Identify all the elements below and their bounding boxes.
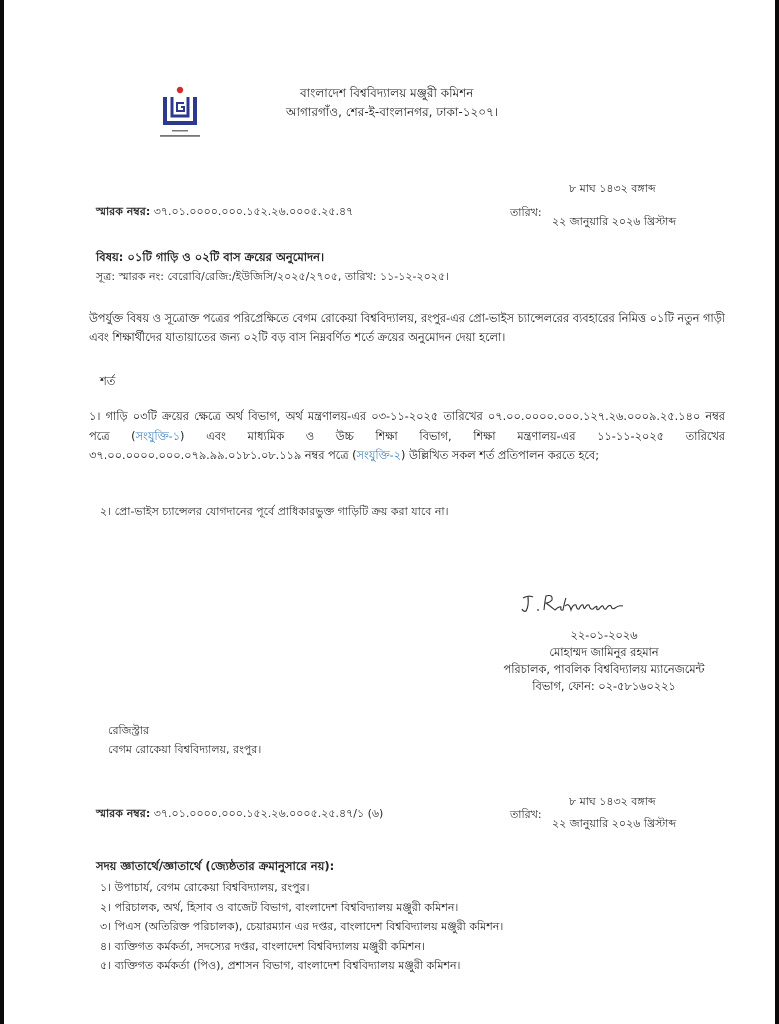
source-text: স্মারক নং: বেরোবি/রেজি:/ইউজিসি/২০২৫/২৭০৫, তারিখ: ১১-১২-২০২৫। [118, 270, 449, 283]
document-page [4, 0, 775, 1024]
source-label: সূত্র: [96, 270, 116, 283]
copy-item: ৪। ব্যক্তিগত কর্মকর্তা, সদস্যের দপ্তর, বাংলাদেশ বিশ্ববিদ্যালয় মঞ্জুরী কমিশন। [100, 939, 425, 953]
signatory-name: মোহাম্মদ জামিনুর রহমান [549, 646, 659, 659]
date-gregorian: ২২ জানুয়ারি ২০২৬ খ্রিস্টাব্দ [552, 215, 677, 228]
date-label-copy: তারিখ: [510, 808, 542, 821]
handwritten-signature [519, 590, 629, 622]
memo-ref-copy-label: স্মারক নম্বর: [96, 807, 151, 820]
org-address: আগারগাঁও, শের-ই-বাংলানগর, ঢাকা-১২০৭। [286, 105, 499, 119]
signature-date: ২২-০১-২০২৬ [570, 629, 638, 642]
recipient-title: রেজিস্ট্রার [108, 724, 150, 737]
source-line [96, 268, 449, 287]
signatory-title-2: বিভাগ, ফোন: ০২-৫৮১৬০২২১ [532, 680, 676, 693]
memo-ref-copy-value: ৩৭.০১.০০০০.০০০.১৫২.২৬.০০০৫.২৫.৪৭/১ (৬) [153, 807, 384, 820]
copy-item: ১। উপাচার্য, বেগম রোকেয়া বিশ্ববিদ্যালয়, রংপুর। [100, 881, 310, 894]
attachment-1-link[interactable]: সংযুক্তি-১ [135, 429, 181, 443]
copy-item: ২। পরিচালক, অর্থ, হিসাব ও বাজেট বিভাগ, বাংলাদেশ বিশ্ববিদ্যালয় মঞ্জুরী কমিশন। [100, 900, 459, 914]
condition-1-text-c: ) উল্লিখিত সকল শর্ত প্রতিপালন করতে হবে; [400, 449, 600, 462]
date-bangla-copy: ৮ মাঘ ১৪৩২ বঙ্গাব্দ [569, 795, 656, 808]
condition-1-text-b: ) এবং মাধ্যমিক ও উচ্চ শিক্ষা বিভাগ, শিক্ষা মন্ত্রণালয়-এর ১১-১১-২০২৫ তারিখের ৩৭.০০.০০০০.০০০.০৭৯.৯৯.০১৮১.০৮.১১৯ নম্বর পত্রে ( [89, 429, 725, 462]
copy-item: ৫। ব্যক্তিগত কর্মকর্তা (পিও), প্রশাসন বিভাগ, বাংলাদেশ বিশ্ববিদ্যালয় মঞ্জুরী কমিশন। [100, 959, 461, 972]
attachment-2-link[interactable]: সংযুক্তি-২ [356, 449, 401, 462]
condition-2: ২। প্রো-ভাইস চ্যান্সেলর যোগদানের পূর্বে প্রাধিকারভুক্ত গাড়িটি ক্রয় করা যাবে না। [100, 505, 449, 518]
recipient-address: বেগম রোকেয়া বিশ্ববিদ্যালয়, রংপুর। [108, 743, 262, 756]
memo-ref-label: স্মারক নম্বর: [96, 205, 151, 218]
date-gregorian-copy: ২২ জানুয়ারি ২০২৬ খ্রিস্টাব্দ [552, 817, 677, 830]
signature-block [474, 627, 734, 695]
subject-text: ০১টি গাড়ি ও ০২টি বাস ক্রয়ের অনুমোদন। [127, 250, 325, 264]
copies-list [100, 878, 503, 976]
date-bangla: ৮ মাঘ ১৪৩২ বঙ্গাব্দ [569, 182, 656, 195]
memo-ref-value: ৩৭.০১.০০০০.০০০.১৫২.২৬.০০০৫.২৫.৪৭ [153, 205, 354, 218]
copies-heading: সদয় জ্ঞাতার্থে/জ্ঞাতার্থে (জ্যেষ্ঠতার ক্রমানুসারে নয়): [96, 859, 335, 873]
org-name: বাংলাদেশ বিশ্ববিদ্যালয় মঞ্জুরী কমিশন [300, 86, 474, 100]
condition-1 [89, 407, 725, 466]
copy-item: ৩। পিএস (অতিরিক্ত পরিচালক), চেয়ারম্যান এর দপ্তর, বাংলাদেশ বিশ্ববিদ্যালয় মঞ্জুরী কমিশন। [100, 920, 504, 933]
subject-line [96, 249, 324, 268]
signatory-title-1: পরিচালক, পাবলিক বিশ্ববিদ্যালয় ম্যানেজমেন্ট [503, 663, 705, 676]
ugc-logo-icon [157, 85, 203, 145]
body-paragraph: উপর্যুক্ত বিষয় ও সূত্রোক্ত পত্রের পরিপ্রেক্ষিতে বেগম রোকেয়া বিশ্ববিদ্যালয়, রংপুর-এর প্রো-ভাইস চ্যান্সেলরের ব্যবহারের নিমিত্ত ০১টি নতুন গাড়ী এবং শিক্ষার্থীদের যাতায়াতের জন্য ০২টি বড় বাস নিম্নবর্ণিত শর্তে ক্রয়ের অনুমোদন দেয়া হলো। [89, 312, 725, 344]
memo-ref-copy [96, 805, 383, 824]
conditions-heading: শর্ত [100, 374, 116, 388]
memo-ref [96, 203, 353, 222]
condition-1-text-a: ১। গাড়ি ০৩টি ক্রয়ের ক্ষেত্রে অর্থ বিভাগ, অর্থ মন্ত্রণালয়-এর ০৩-১১-২০২৫ তারিখের ০৭.০০.০০০০.০০০.১২৭.২৬.০০০৯.২৫.১৪০ নম্বর পত্রে ( [89, 410, 725, 443]
subject-label: বিষয়: [96, 250, 124, 264]
date-label: তারিখ: [510, 206, 542, 219]
